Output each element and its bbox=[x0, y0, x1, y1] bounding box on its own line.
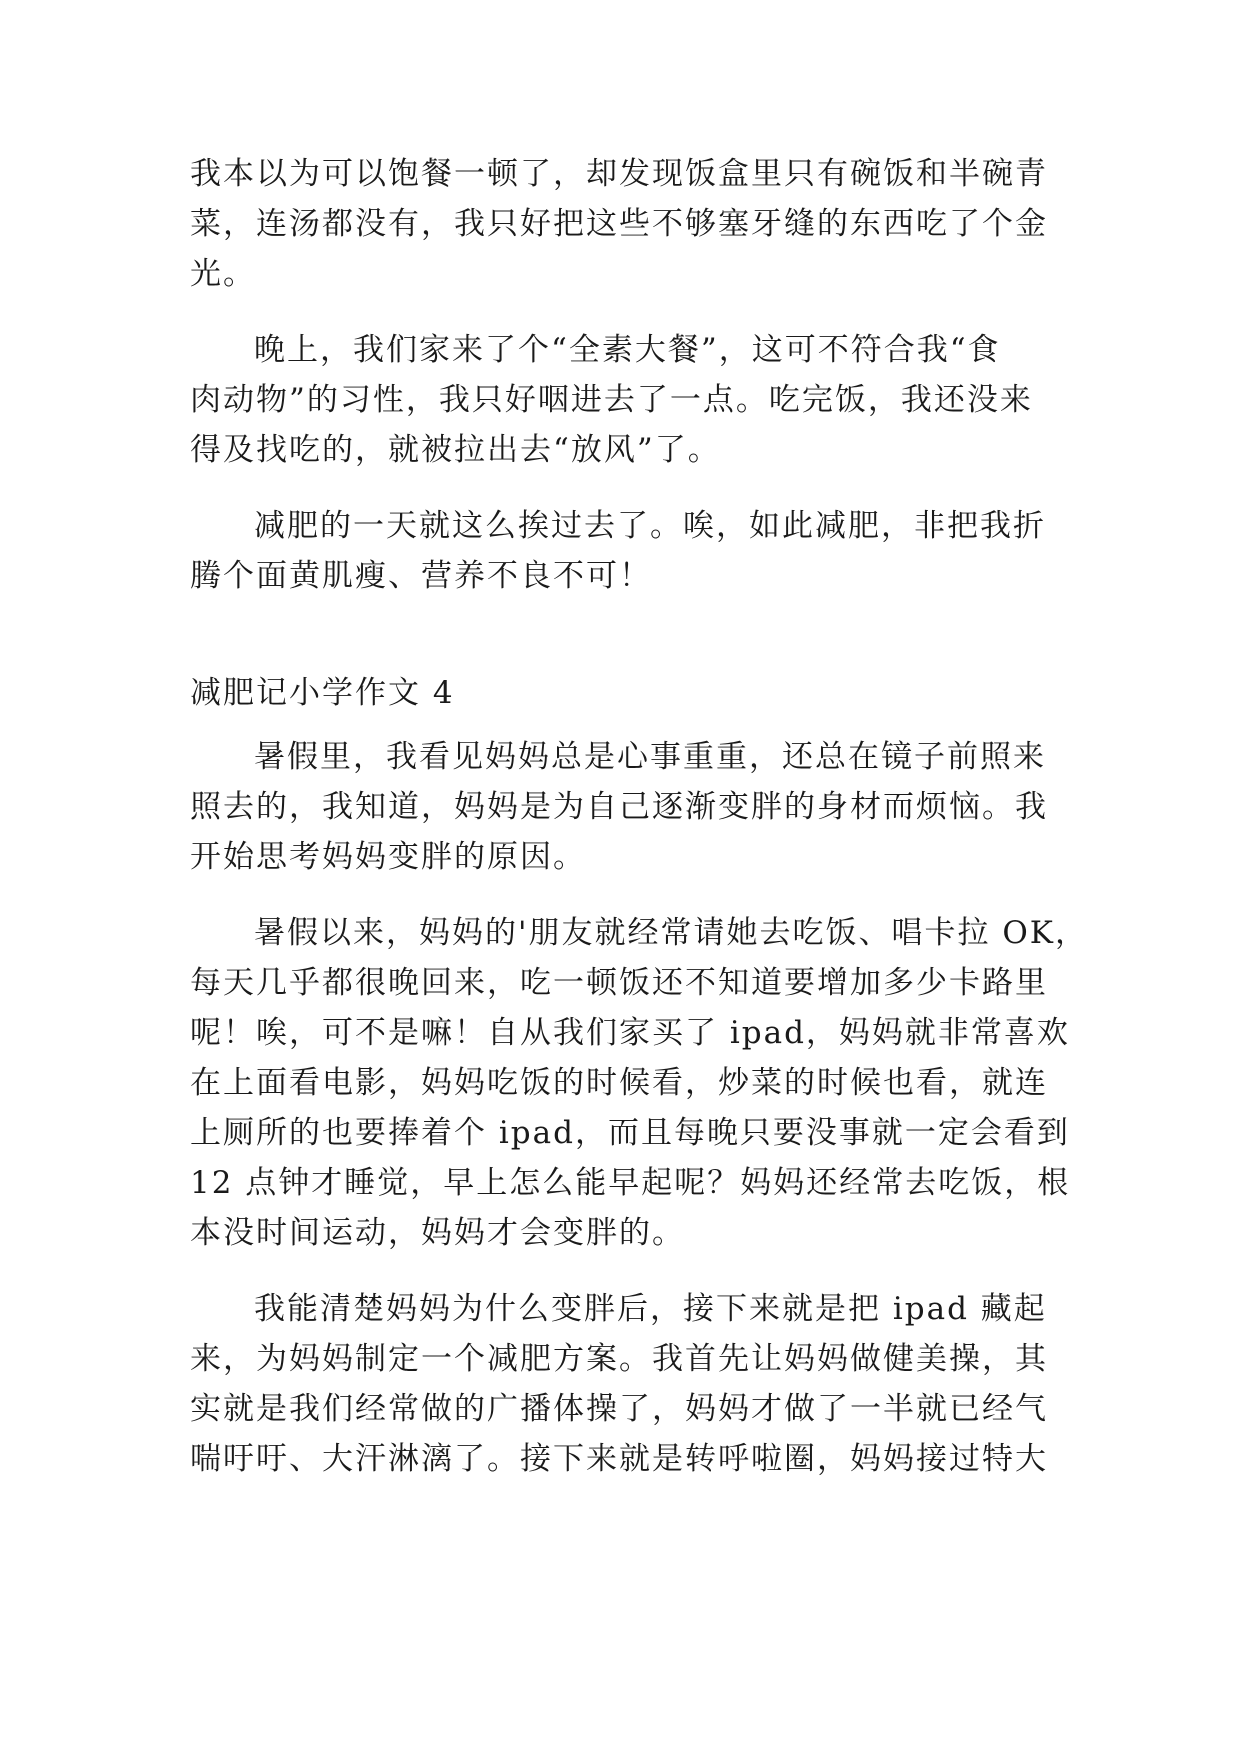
text-line: 来，为妈妈制定一个减肥方案。我首先让妈妈做健美操，其 bbox=[190, 1341, 1048, 1377]
text-line: 开始思考妈妈变胖的原因。 bbox=[190, 839, 586, 875]
paragraph-start-line: 暑假以来，妈妈的'朋友就经常请她去吃饭、唱卡拉 OK， bbox=[254, 915, 1088, 951]
text-line: 每天几乎都很晚回来，吃一顿饭还不知道要增加多少卡路里 bbox=[190, 965, 1048, 1001]
text-line: 肉动物”的习性，我只好咽进去了一点。吃完饭，我还没来 bbox=[190, 382, 1033, 418]
text-line: 照去的，我知道，妈妈是为自己逐渐变胖的身材而烦恼。我 bbox=[190, 789, 1048, 825]
text-line: 12 点钟才睡觉，早上怎么能早起呢？妈妈还经常去吃饭，根 bbox=[190, 1165, 1071, 1201]
text-line: 光。 bbox=[190, 256, 256, 292]
text-line: 菜，连汤都没有，我只好把这些不够塞牙缝的东西吃了个金 bbox=[190, 206, 1048, 242]
paragraph-start-line: 我能清楚妈妈为什么变胖后，接下来就是把 ipad 藏起 bbox=[254, 1291, 1047, 1327]
paragraph-start-line: 暑假里，我看见妈妈总是心事重重，还总在镜子前照来 bbox=[254, 739, 1046, 775]
text-line: 在上面看电影，妈妈吃饭的时候看，炒菜的时候也看，就连 bbox=[190, 1065, 1048, 1101]
text-line: 得及找吃的，就被拉出去“放风”了。 bbox=[190, 432, 721, 468]
text-line: 上厕所的也要捧着个 ipad，而且每晚只要没事就一定会看到 bbox=[190, 1115, 1070, 1151]
text-line: 本没时间运动，妈妈才会变胖的。 bbox=[190, 1215, 685, 1251]
text-line: 呢！唉，可不是嘛！自从我们家买了 ipad，妈妈就非常喜欢 bbox=[190, 1015, 1070, 1051]
paragraph-start-line: 晚上，我们家来了个“全素大餐”，这可不符合我“食 bbox=[254, 332, 1001, 368]
text-line: 喘吁吁、大汗淋漓了。接下来就是转呼啦圈，妈妈接过特大 bbox=[190, 1441, 1048, 1477]
text-line: 实就是我们经常做的广播体操了，妈妈才做了一半就已经气 bbox=[190, 1391, 1048, 1427]
text-line: 腾个面黄肌瘦、营养不良不可！ bbox=[190, 558, 652, 594]
text-line: 我本以为可以饱餐一顿了，却发现饭盒里只有碗饭和半碗青 bbox=[190, 156, 1048, 192]
section-title: 减肥记小学作文 4 bbox=[190, 675, 455, 711]
paragraph-start-line: 减肥的一天就这么挨过去了。唉，如此减肥，非把我折 bbox=[254, 508, 1046, 544]
